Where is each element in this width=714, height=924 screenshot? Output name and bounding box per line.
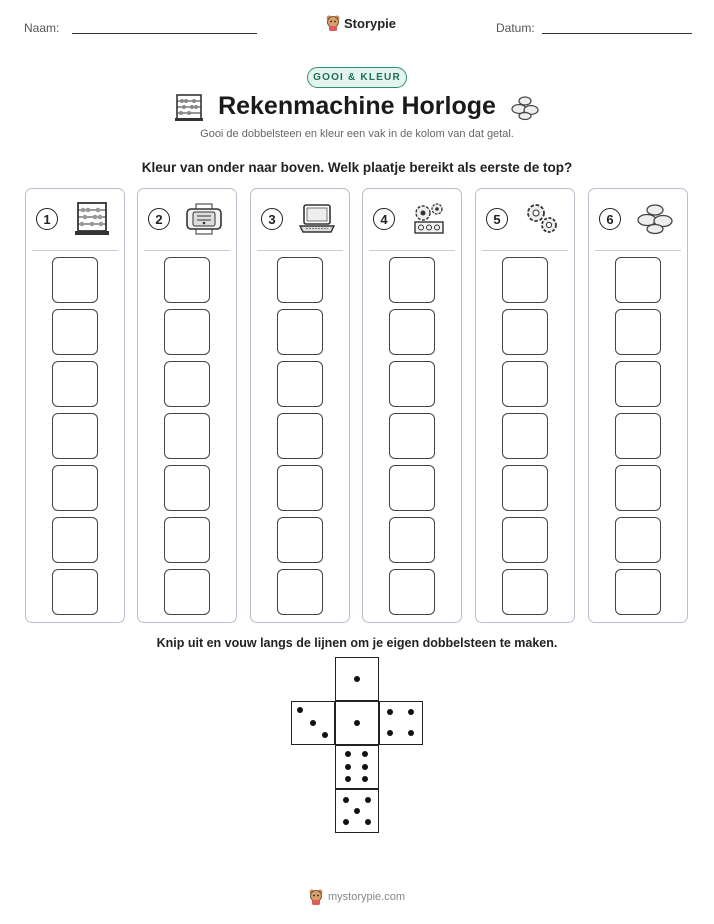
die-pip xyxy=(354,676,360,682)
abacus-icon xyxy=(72,201,112,237)
color-cell[interactable] xyxy=(277,413,323,459)
die-pip xyxy=(387,709,393,715)
die-face-5 xyxy=(335,789,379,833)
color-cell[interactable] xyxy=(389,257,435,303)
color-cell[interactable] xyxy=(277,257,323,303)
color-cell[interactable] xyxy=(502,257,548,303)
date-label: Datum: xyxy=(496,21,535,35)
column-number: 6 xyxy=(599,208,621,230)
die-pip xyxy=(345,776,351,782)
die-pip xyxy=(345,751,351,757)
die-pip xyxy=(408,709,414,715)
laptop-icon xyxy=(297,201,337,237)
gears-icon xyxy=(522,201,562,237)
column-divider xyxy=(369,250,455,251)
column-4 xyxy=(362,188,462,623)
column-header xyxy=(476,189,574,249)
color-cell[interactable] xyxy=(164,257,210,303)
color-cell[interactable] xyxy=(615,309,661,355)
color-cell[interactable] xyxy=(502,361,548,407)
die-pip xyxy=(354,808,360,814)
stones-icon xyxy=(635,201,675,237)
name-line[interactable] xyxy=(72,33,257,34)
instruction-text: Kleur van onder naar boven. Welk plaatje bereikt als eerste de top? xyxy=(141,160,573,175)
color-cell[interactable] xyxy=(615,361,661,407)
die-pip xyxy=(345,764,351,770)
color-cell[interactable] xyxy=(277,361,323,407)
column-5 xyxy=(475,188,575,623)
column-6 xyxy=(588,188,688,623)
die-pip xyxy=(343,797,349,803)
column-divider xyxy=(32,250,118,251)
color-cell[interactable] xyxy=(52,569,98,615)
color-cell[interactable] xyxy=(389,309,435,355)
page-subtitle: Gooi de dobbelsteen en kleur een vak in de kolom van dat getal. xyxy=(200,128,514,140)
date-line[interactable] xyxy=(542,33,692,34)
color-cell[interactable] xyxy=(164,413,210,459)
color-cell[interactable] xyxy=(389,361,435,407)
color-cell[interactable] xyxy=(52,413,98,459)
column-number: 1 xyxy=(36,208,58,230)
color-cell[interactable] xyxy=(615,569,661,615)
die-face-1 xyxy=(335,701,379,745)
color-cell[interactable] xyxy=(52,361,98,407)
column-divider xyxy=(144,250,230,251)
color-cell[interactable] xyxy=(615,465,661,511)
die-pip xyxy=(387,730,393,736)
color-cell[interactable] xyxy=(277,309,323,355)
color-cell[interactable] xyxy=(615,413,661,459)
color-cell[interactable] xyxy=(502,517,548,563)
color-cell[interactable] xyxy=(164,517,210,563)
column-1 xyxy=(25,188,125,623)
color-cell[interactable] xyxy=(277,465,323,511)
footer xyxy=(0,889,714,905)
column-header xyxy=(363,189,461,249)
die-pip xyxy=(297,707,303,713)
die-face-6 xyxy=(335,745,379,789)
wristwatch-icon xyxy=(184,201,224,237)
die-pip xyxy=(310,720,316,726)
column-header xyxy=(26,189,124,249)
game-type-badge: GOOI & KLEUR xyxy=(307,67,407,88)
color-cell[interactable] xyxy=(52,257,98,303)
die-pip xyxy=(408,730,414,736)
die-face-1 xyxy=(335,657,379,701)
bear-icon xyxy=(326,15,340,31)
column-3 xyxy=(250,188,350,623)
color-cell[interactable] xyxy=(164,309,210,355)
brand-logo xyxy=(326,15,396,31)
column-number: 2 xyxy=(148,208,170,230)
page-title: Rekenmachine Horloge xyxy=(218,92,496,120)
color-cell[interactable] xyxy=(389,465,435,511)
die-pip xyxy=(343,819,349,825)
column-header xyxy=(251,189,349,249)
footer-bear-icon xyxy=(309,889,323,905)
die-pip xyxy=(362,776,368,782)
die-pip xyxy=(362,751,368,757)
die-pip xyxy=(354,720,360,726)
color-cell[interactable] xyxy=(277,569,323,615)
brand-name: Storypie xyxy=(344,15,397,31)
die-face-4 xyxy=(379,701,423,745)
column-divider xyxy=(595,250,681,251)
color-cell[interactable] xyxy=(52,517,98,563)
color-cell[interactable] xyxy=(502,413,548,459)
color-cell[interactable] xyxy=(389,517,435,563)
name-label: Naam: xyxy=(24,21,60,35)
die-face-3 xyxy=(291,701,335,745)
column-number: 3 xyxy=(261,208,283,230)
color-cell[interactable] xyxy=(502,309,548,355)
column-divider xyxy=(257,250,343,251)
die-pip xyxy=(365,797,371,803)
color-cell[interactable] xyxy=(615,257,661,303)
color-cell[interactable] xyxy=(502,465,548,511)
color-cell[interactable] xyxy=(277,517,323,563)
die-pip xyxy=(365,819,371,825)
color-cell[interactable] xyxy=(164,465,210,511)
color-cell[interactable] xyxy=(389,569,435,615)
title-stones-icon xyxy=(510,95,540,126)
color-cell[interactable] xyxy=(164,569,210,615)
color-cell[interactable] xyxy=(164,361,210,407)
color-cell[interactable] xyxy=(502,569,548,615)
column-2 xyxy=(137,188,237,623)
gear-machine-icon xyxy=(409,201,449,237)
column-number: 4 xyxy=(373,208,395,230)
color-cell[interactable] xyxy=(615,517,661,563)
color-cell[interactable] xyxy=(389,413,435,459)
die-instruction: Knip uit en vouw langs de lijnen om je eigen dobbelsteen te maken. xyxy=(156,636,558,650)
die-pip xyxy=(362,764,368,770)
color-cell[interactable] xyxy=(52,309,98,355)
column-number: 5 xyxy=(486,208,508,230)
column-header xyxy=(138,189,236,249)
die-pip xyxy=(322,732,328,738)
column-header xyxy=(589,189,687,249)
color-cell[interactable] xyxy=(52,465,98,511)
footer-url[interactable]: mystorypie.com xyxy=(327,891,406,903)
column-divider xyxy=(482,250,568,251)
